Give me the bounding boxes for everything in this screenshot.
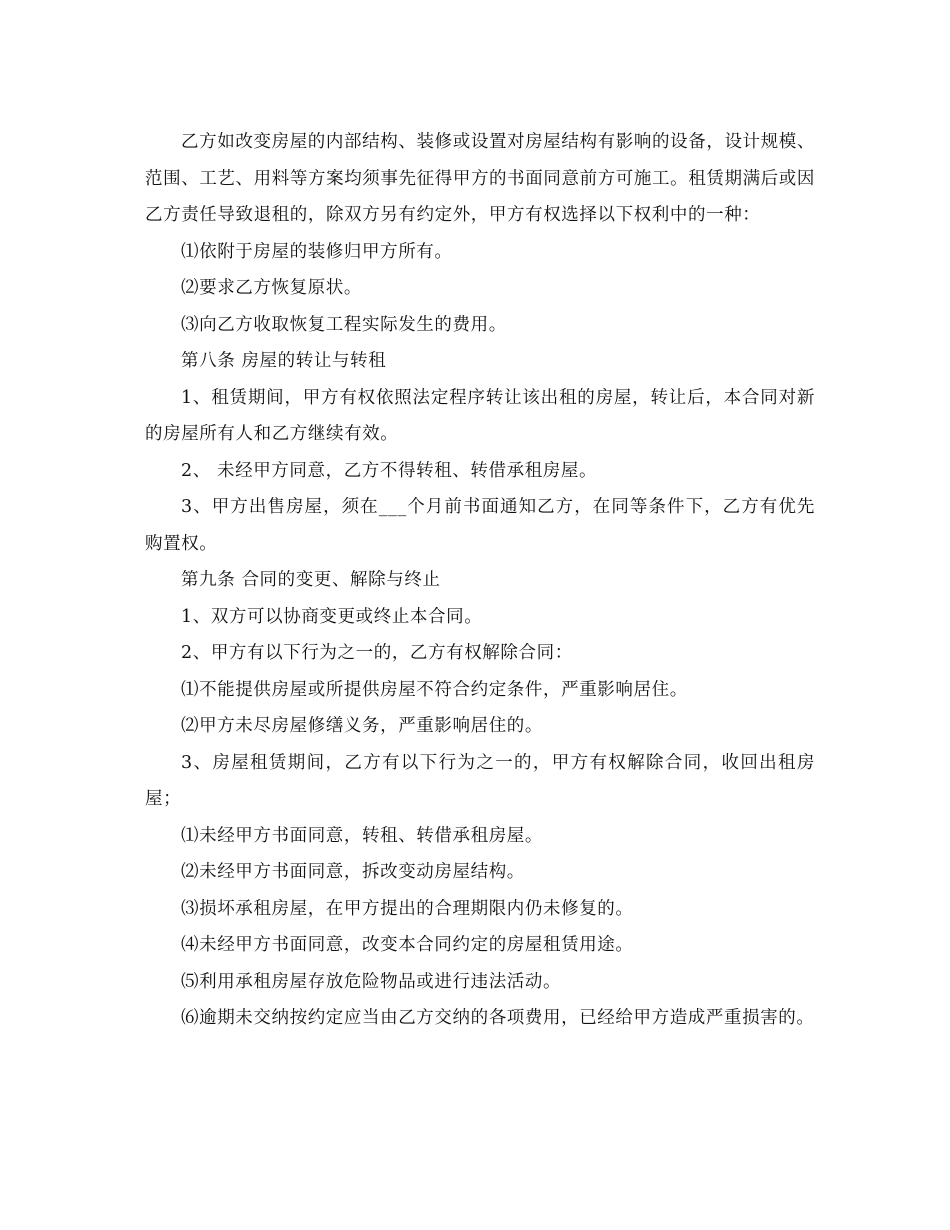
list-item-renovation-3: ⑶向乙方收取恢复工程实际发生的费用。 <box>181 314 507 335</box>
paragraph-article-9-2: 2、甲方有以下行为之一的，乙方有权解除合同： <box>181 643 573 663</box>
paragraph-article-8-1: 1、租赁期间，甲方有权依照法定程序转让该出租的房屋，转让后，本合同对新的房屋所有人和乙方继续有效。 <box>145 387 815 444</box>
paragraph-article-9-1: 1、双方可以协商变更或终止本合同。 <box>181 606 483 627</box>
list-item-9-3-3: ⑶损坏承租房屋，在甲方提出的合理期限内仍未修复的。 <box>181 898 634 919</box>
section-heading-article-9: 第九条 合同的变更、解除与终止 <box>181 570 441 590</box>
paragraph-renovation-terms: 乙方如改变房屋的内部结构、装修或设置对房屋结构有影响的设备，设计规模、范围、工艺、用料等方案均须事先征得甲方的书面同意前方可施工。租赁期满后或因乙方责任导致退租的，除双方另有约定外，甲方有权选择以下权利中的一种： <box>145 132 815 225</box>
document-body <box>145 124 815 1037</box>
list-item-9-3-5: ⑸利用承租房屋存放危险物品或进行违法活动。 <box>181 971 562 992</box>
list-item-9-3-4: ⑷未经甲方书面同意，改变本合同约定的房屋租赁用途。 <box>181 935 634 955</box>
paragraph-article-8-2: 2、 未经甲方同意，乙方不得转租、转借承租房屋。 <box>181 460 598 481</box>
section-heading-article-8: 第八条 房屋的转让与转租 <box>181 351 387 371</box>
paragraph-article-8-3: 3、甲方出售房屋，须在___个月前书面通知乙方，在同等条件下，乙方有优先购置权。 <box>145 497 815 554</box>
list-item-9-3-1: ⑴未经甲方书面同意，转租、转借承租房屋。 <box>181 825 543 846</box>
list-item-9-3-6: ⑹逾期未交纳按约定应当由乙方交纳的各项费用，已经给甲方造成严重损害的。 <box>181 1008 815 1028</box>
paragraph-article-9-3: 3、房屋租赁期间，乙方有以下行为之一的，甲方有权解除合同，收回出租房屋； <box>145 752 815 809</box>
list-item-9-2-2: ⑵甲方未尽房屋修缮义务，严重影响居住的。 <box>181 716 543 736</box>
list-item-9-3-2: ⑵未经甲方书面同意，拆改变动房屋结构。 <box>181 862 525 882</box>
list-item-renovation-1: ⑴依附于房屋的装修归甲方所有。 <box>181 241 453 262</box>
list-item-9-2-1: ⑴不能提供房屋或所提供房屋不符合约定条件，严重影响居住。 <box>181 679 688 700</box>
list-item-renovation-2: ⑵要求乙方恢复原状。 <box>181 278 362 298</box>
